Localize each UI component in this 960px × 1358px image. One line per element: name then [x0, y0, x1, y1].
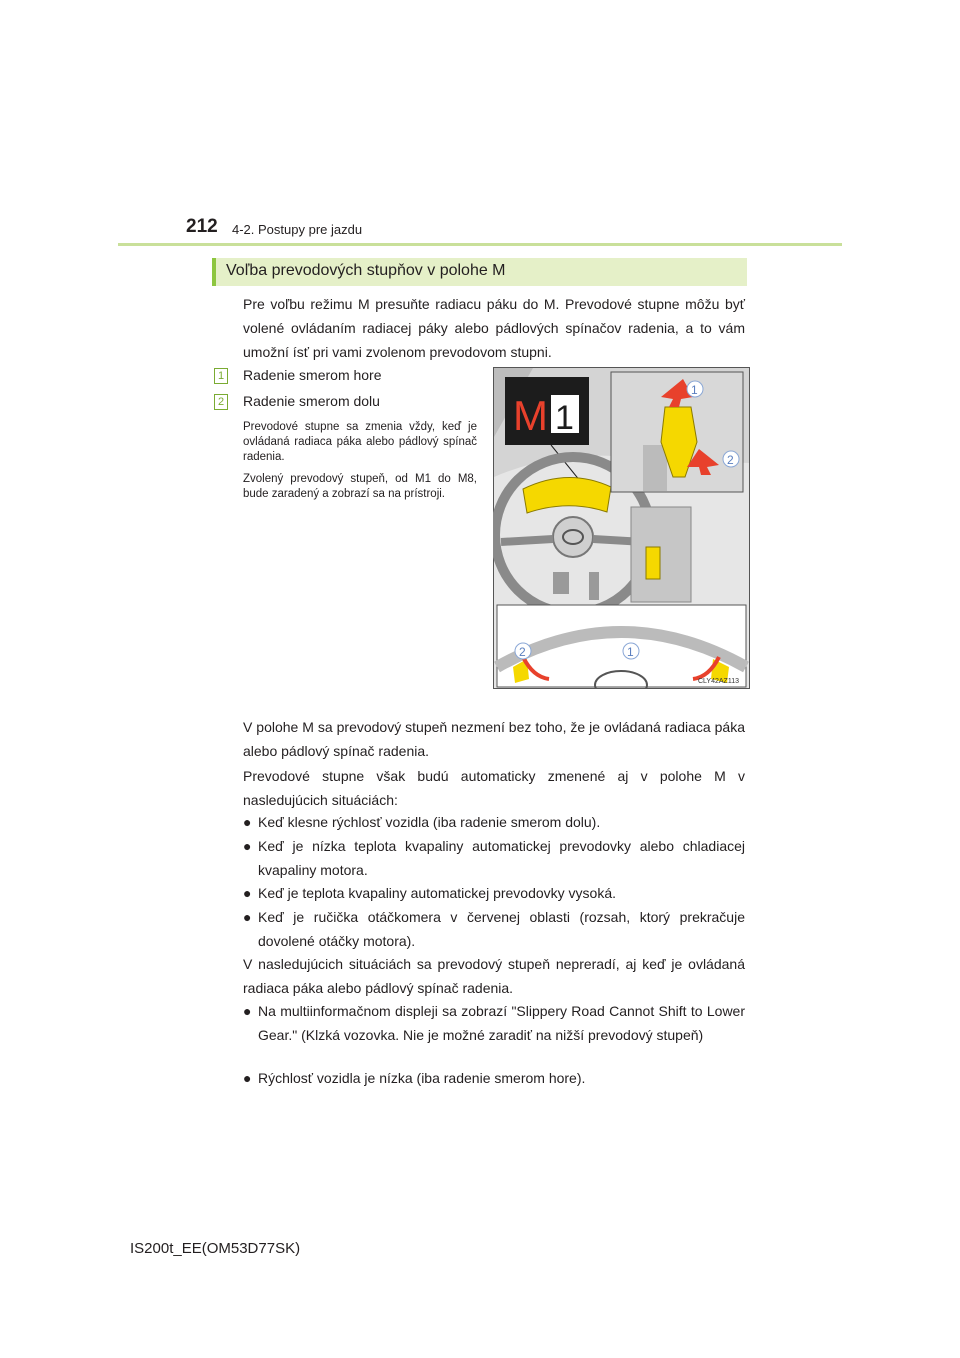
- brake-pedal: [553, 572, 569, 594]
- accelerator-pedal: [589, 572, 599, 600]
- note-gear-change: Prevodové stupne sa zmenia vždy, keď je ovládaná radiaca páka alebo pádlový spínač radenia.: [243, 421, 477, 463]
- bullet-text: Keď je ručička otáčkomera v červenej oblasti (rozsah, ktorý prekračuje dovolené otáčky motora).: [258, 909, 745, 949]
- step-label: Radenie smerom dolu: [243, 393, 380, 409]
- shift-gate: [643, 445, 667, 491]
- note-gear-range: Zvolený prevodový stupeň, od M1 do M8, bude zaradený a zobrazí sa na prístroji.: [243, 473, 477, 500]
- gear-display-letter: M: [513, 392, 548, 439]
- page-number: 212: [186, 216, 218, 237]
- bullet-dot: ●: [243, 838, 252, 854]
- intro-paragraph: Pre voľbu režimu M presuňte radiacu páku do M. Prevodové stupne môžu byť volené ovládaním radiacej páky alebo pádlových spínačov radenia, a to vám umožní ísť pri vami zvolenom prevodovom stupni.: [243, 296, 745, 360]
- bullet-item: [243, 905, 745, 953]
- body-paragraph-2: Prevodové stupne však budú automaticky zmenené aj v polohe M v nasledujúcich situáciách:: [243, 768, 745, 808]
- step-downshift: [214, 393, 380, 410]
- bullet-text: Na multiinformačnom displeji sa zobrazí "Slippery Road Cannot Shift to Lower Gear." (Klzká vozovka. Nie je možné zaradiť na nižší prevodový stupeň): [258, 1003, 745, 1043]
- cockpit-illustration: [493, 367, 750, 689]
- bullet-item: [243, 810, 745, 834]
- bullet-text: Keď klesne rýchlosť vozidla (iba radenie smerom dolu).: [258, 814, 601, 830]
- steering-hub: [553, 517, 593, 557]
- bullet-text: Keď je nízka teplota kvapaliny automatickej prevodovky alebo chladiacej kvapaliny motora.: [258, 838, 745, 878]
- step-number-badge: 2: [214, 394, 228, 410]
- step-number-badge: 1: [214, 368, 228, 384]
- bullet-item: [243, 881, 745, 905]
- gear-display-digit: 1: [555, 399, 574, 437]
- bullet-text: Rýchlosť vozidla je nízka (iba radenie smerom hore).: [258, 1070, 586, 1086]
- bullet-item: [243, 999, 745, 1047]
- section-heading: [212, 258, 747, 286]
- header-rule: [118, 243, 842, 246]
- chapter-title: 4-2. Postupy pre jazdu: [232, 222, 363, 237]
- callout-2-paddle-label: 2: [519, 645, 526, 659]
- callout-1-inset-label: 1: [691, 383, 698, 397]
- section-title: Voľba prevodových stupňov v polohe M: [226, 262, 506, 279]
- bullet-dot: ●: [243, 814, 252, 830]
- body-paragraph-3: V nasledujúcich situáciách sa prevodový stupeň nepreradí, aj keď je ovládaná radiaca páka alebo pádlový spínač radenia.: [243, 956, 745, 996]
- step-label: Radenie smerom hore: [243, 367, 382, 383]
- console-shift-lever: [646, 547, 660, 579]
- callout-2-inset-label: 2: [727, 453, 734, 467]
- center-console: [631, 507, 691, 602]
- step-upshift: [214, 367, 382, 384]
- bullet-item: [243, 1066, 745, 1090]
- bullet-dot: ●: [243, 1070, 252, 1086]
- body-paragraph-1: V polohe M sa prevodový stupeň nezmení bez toho, že je ovládaná radiaca páka alebo pádlový spínač radenia.: [243, 719, 745, 759]
- bullet-dot: ●: [243, 1003, 252, 1019]
- bullet-text: Keď je teplota kvapaliny automatickej prevodovky vysoká.: [258, 885, 617, 901]
- callout-1-paddle-label: 1: [627, 645, 634, 659]
- wheel-spoke-left: [501, 539, 553, 542]
- figure-code: CLY42AZ113: [698, 678, 739, 685]
- bullet-item: [243, 834, 745, 882]
- footer-document-code: IS200t_EE(OM53D77SK): [130, 1240, 301, 1257]
- bullet-dot: ●: [243, 909, 252, 925]
- bullet-dot: ●: [243, 885, 252, 901]
